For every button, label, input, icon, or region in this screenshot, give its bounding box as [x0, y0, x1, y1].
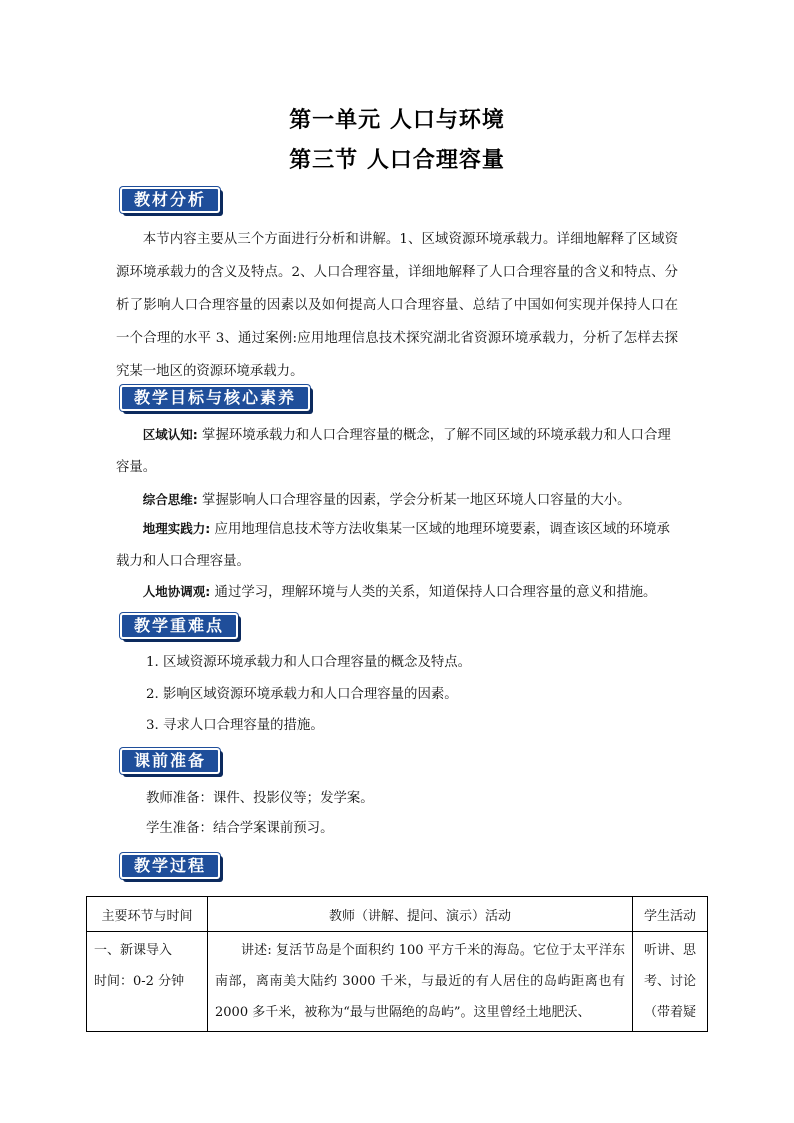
goal-label: 区域认知: [142, 427, 198, 442]
goal-text: 通过学习，理解环境与人类的关系，知道保持人口合理容量的意义和措施。 [210, 585, 657, 600]
goal-label: 人地协调观: [142, 584, 211, 599]
heading-keypoints: 教学重难点 [120, 613, 238, 639]
prep-student: 学生准备：结合学案课前预习。 [146, 821, 334, 836]
header-student: 学生活动 [633, 897, 708, 932]
student-activity: 听讲、思考、讨论（带着疑 [643, 943, 696, 1020]
header-stage: 主要环节与时间 [87, 897, 208, 932]
heading-analysis: 教材分析 [120, 187, 220, 213]
goal-label: 地理实践力: [142, 521, 211, 536]
goal-text: 掌握环境承载力和人口合理容量的概念，了解不同区域的环境承载力和人口合理容量。 [116, 428, 671, 475]
heading-process: 教学过程 [120, 853, 220, 879]
keypoint-item: 3. 寻求人口合理容量的措施。 [146, 718, 324, 733]
unit-title: 第一单元 人口与环境 [289, 108, 505, 133]
goal-text: 掌握影响人口合理容量的因素，学会分析某一地区环境人口容量的大小。 [197, 493, 631, 508]
goal-text: 应用地理信息技术等方法收集某一区域的地理环境要素，调查该区域的环境承载力和人口合理容量。 [116, 522, 670, 569]
table-row [87, 932, 708, 1032]
table-header-row [87, 897, 708, 932]
heading-prep: 课前准备 [120, 748, 220, 774]
goal-geo-practice [116, 513, 678, 578]
stage-time: 时间：0-2 分钟 [94, 974, 185, 989]
keypoint-item: 2. 影响区域资源环境承载力和人口合理容量的因素。 [146, 687, 458, 702]
section-title: 第三节 人口合理容量 [289, 148, 505, 173]
stage-cell [87, 932, 208, 1032]
process-table [86, 896, 708, 1032]
heading-goals: 教学目标与核心素养 [120, 385, 310, 411]
goal-regional-cognition [116, 419, 678, 484]
teacher-activity: 讲述: 复活节岛是个面积约 100 平方千米的海岛。它位于太平洋东南部，离南美大陆约 3000 千米，与最近的有人居住的岛屿距离也有 2000 多千米，被称为“最与世隔绝的岛屿”。这里曾经土地肥沃、 [215, 943, 625, 1020]
goal-label: 综合思维: [142, 492, 198, 507]
header-teacher: 教师（讲解、提问、演示）活动 [208, 897, 633, 932]
keypoint-item: 1. 区域资源环境承载力和人口合理容量的概念及特点。 [146, 655, 472, 670]
teacher-activity-cell [208, 932, 633, 1032]
goal-human-land [116, 576, 678, 609]
prep-teacher: 教师准备：课件、投影仪等；发学案。 [146, 791, 374, 806]
analysis-paragraph: 本节内容主要从三个方面进行分析和讲解。1、区域资源环境承载力。详细地解释了区域资源环境承载力的含义及特点。2、人口合理容量，详细地解释了人口合理容量的含义和特点、分析了影响人口合理容量的因素以及如何提高人口合理容量、总结了中国如何实现并保持人口在一个合理的水平 3、通过案例:应用地理信息技术探究湖北省资源环境承载力，分析了怎样去探究某一地区的资源环境承载力。 [116, 232, 678, 379]
student-activity-cell [633, 932, 708, 1032]
stage-name: 一、新课导入 [94, 943, 173, 958]
